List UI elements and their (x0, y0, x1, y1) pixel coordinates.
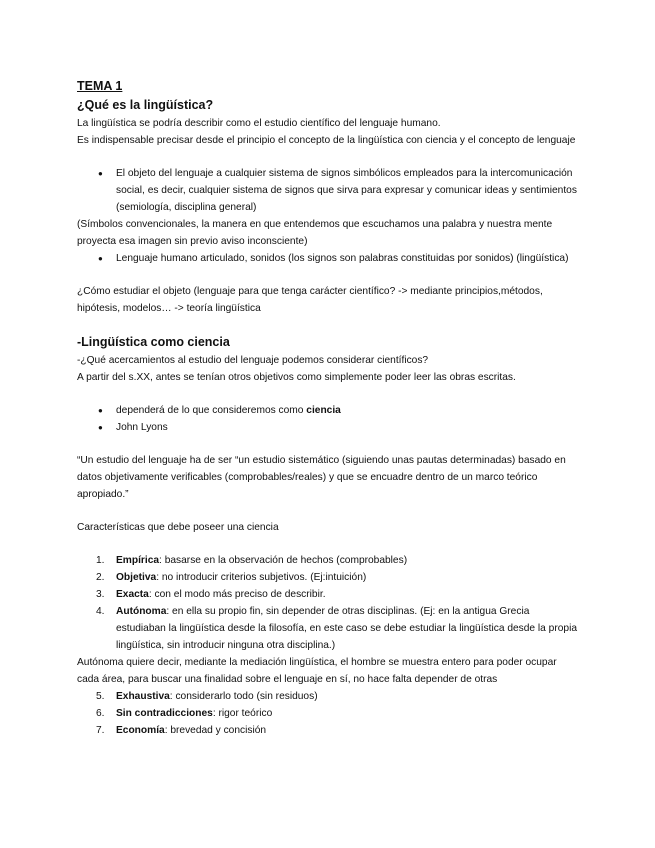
numbered-item: 7. Economía: brevedad y concisión (96, 725, 267, 736)
numbered-item: 2. Objetiva: no introducir criterios subjetivos. (Ej:intuición) (96, 572, 367, 583)
paragraph-indispensable: Es indispensable precisar desde el principio el concepto de la lingüística con ciencia y el concepto de lenguaje (77, 135, 576, 146)
numbered-item: 6. Sin contradicciones: rigor teórico (96, 708, 273, 719)
numbered-list-caracteristicas-cont (77, 688, 577, 739)
bullet-item: ● John Lyons (77, 419, 577, 436)
paragraph-como-estudiar: ¿Cómo estudiar el objeto (lenguaje para que tenga carácter científico? -> mediante principios,métodos, hipótesis, modelos… -> teoría lingüística (77, 286, 543, 314)
bullet-list-lenguaje (77, 250, 577, 267)
bullet-item: ● dependerá de lo que consideremos como ciencia (77, 402, 577, 419)
quote-lyons: “Un estudio del lenguaje ha de ser “un estudio sistemático (siguiendo unas pautas determinadas) basado en datos objetivamente verificables (comprobables/reales) y que se encuadre dentro de un marco teórico apropiado.” (77, 455, 566, 500)
bullet-list-ciencia (77, 402, 577, 436)
document-title: TEMA 1 (77, 79, 123, 93)
numbered-item: 3. Exacta: con el modo más preciso de describir. (96, 589, 326, 600)
section-heading-que-es: ¿Qué es la lingüística? (77, 98, 214, 112)
bullet-item: ● Lenguaje humano articulado, sonidos (los signos son palabras constituidas por sonidos) (lingüística) (77, 250, 577, 267)
paragraph-acercamientos: -¿Qué acercamientos al estudio del lenguaje podemos considerar científicos? (77, 355, 429, 366)
numbered-item: 5. Exhaustiva: considerarlo todo (sin residuos) (96, 691, 318, 702)
paragraph-simbolos: (Símbolos convencionales, la manera en que entendemos que escuchamos una palabra y nuestra mente proyecta esa imagen sin previo aviso inconsciente) (77, 219, 553, 247)
bullet-item: ● El objeto del lenguaje a cualquier sistema de signos simbólicos empleados para la intercomunicación social, es decir, cualquier sistema de signos que sirva para expresar y comunicar ideas y sentimientos (semiología, disciplina general) (77, 165, 577, 216)
document-page (77, 76, 577, 739)
section-heading-ciencia: -Lingüística como ciencia (77, 335, 230, 349)
paragraph-autonoma: Autónoma quiere decir, mediante la mediación lingüística, el hombre se muestra entero para poder ocupar cada área, para buscar una finalidad sobre el lenguaje en sí, no hace falta depender de otras (77, 657, 557, 685)
paragraph-caracteristicas: Características que debe poseer una ciencia (77, 522, 279, 533)
bullet-list-objeto (77, 165, 577, 216)
numbered-item: 1. Empírica: basarse en la observación de hechos (comprobables) (96, 555, 408, 566)
paragraph-siglo-xx: A partir del s.XX, antes se tenían otros objetivos como simplemente poder leer las obras escritas. (77, 372, 516, 383)
paragraph-definition: La lingüística se podría describir como el estudio científico del lenguaje humano. (77, 118, 441, 129)
numbered-list-caracteristicas (77, 552, 577, 654)
numbered-item: 4. Autónoma: en ella su propio fin, sin depender de otras disciplinas. (Ej: en la antigua Grecia estudiaban la lingüística desde la filosofía, en este caso se debe estudiar la lingüística desde la propia lingüística, sin introducir ninguna otra disciplina.) (96, 606, 577, 651)
